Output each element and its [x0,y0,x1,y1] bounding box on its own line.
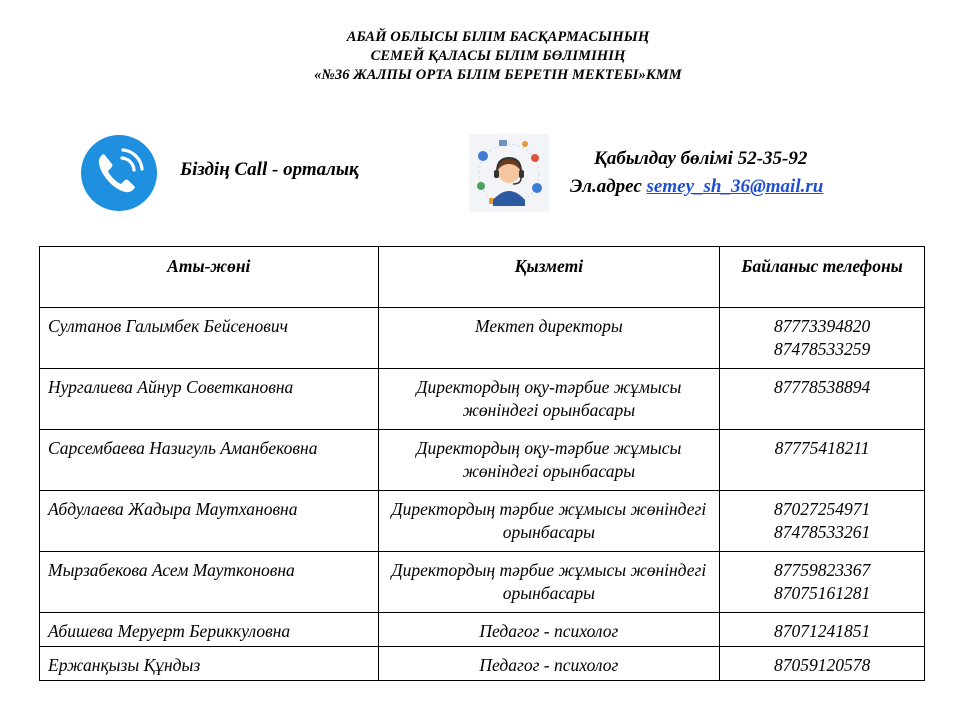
phone-number[interactable]: 87773394820 [773,316,871,336]
staff-position: Директордың тәрбие жұмысы жөніндегі орынбасары [378,491,720,552]
header-line-3: «№36 ЖАЛПЫ ОРТА БІЛІМ БЕРЕТІН МЕКТЕБІ»КММ [314,67,682,83]
staff-name: Нургалиева Айнур Советкановна [40,369,379,430]
table-row [40,647,925,681]
staff-name: Абишева Меруерт Бериккуловна [40,613,379,647]
phone-number[interactable]: 87059120578 [773,655,871,675]
staff-name: Султанов Галымбек Бейсенович [40,308,379,369]
table-row [40,430,925,491]
staff-position: Мектеп директоры [378,308,720,369]
table-row [40,552,925,613]
email-link[interactable]: semey_sh_36@mail.ru [646,176,824,197]
table-header-row [40,247,925,308]
email-label: Эл.адрес [570,176,647,197]
phone-number[interactable]: 87478533261 [773,522,871,542]
staff-phone [720,552,925,613]
staff-phone [720,647,925,681]
header-line-1: АБАЙ ОБЛЫСЫ БІЛІМ БАСҚАРМАСЫНЫҢ [346,29,650,45]
table-row [40,308,925,369]
phone-number[interactable]: 87075161281 [773,583,871,603]
staff-position: Директордың оқу-тәрбие жұмысы жөніндегі орынбасары [378,430,720,491]
contact-info [570,145,900,201]
staff-phone [720,430,925,491]
staff-name: Ержанқызы Құндыз [40,647,379,681]
phone-number[interactable]: 87027254971 [773,499,871,519]
email-line [570,173,900,201]
phone-number[interactable]: 87478533259 [773,339,871,359]
staff-position: Директордың тәрбие жұмысы жөніндегі орынбасары [378,552,720,613]
staff-name: Мырзабекова Асем Маутконовна [40,552,379,613]
staff-phone [720,369,925,430]
phone-number[interactable]: 87775418211 [774,438,870,458]
staff-position: Директордың оқу-тәрбие жұмысы жөніндегі орынбасары [378,369,720,430]
support-agent-icon [469,134,549,212]
header-position: Қызметі [378,247,720,308]
staff-table [39,246,925,681]
document-header [0,28,960,85]
phone-number[interactable]: 87071241851 [773,621,871,641]
table-row [40,369,925,430]
table-row [40,613,925,647]
phone-icon [80,134,158,212]
table-row [40,491,925,552]
staff-phone [720,308,925,369]
call-center-label: Біздің Call - орталық [180,159,359,180]
staff-name: Абдулаева Жадыра Маутхановна [40,491,379,552]
staff-phone [720,491,925,552]
header-phone: Байланыс телефоны [720,247,925,308]
header-name: Аты-жөні [40,247,379,308]
phone-number[interactable]: 87778538894 [773,377,871,397]
reception-phone: Қабылдау бөлімі 52-35-92 [594,148,808,169]
staff-position: Педагог - психолог [378,647,720,681]
phone-number[interactable]: 87759823367 [773,560,871,580]
staff-position: Педагог - психолог [378,613,720,647]
staff-phone [720,613,925,647]
header-line-2: СЕМЕЙ ҚАЛАСЫ БІЛІМ БӨЛІМІНІҢ [370,48,626,64]
staff-name: Сарсембаева Назигуль Аманбековна [40,430,379,491]
